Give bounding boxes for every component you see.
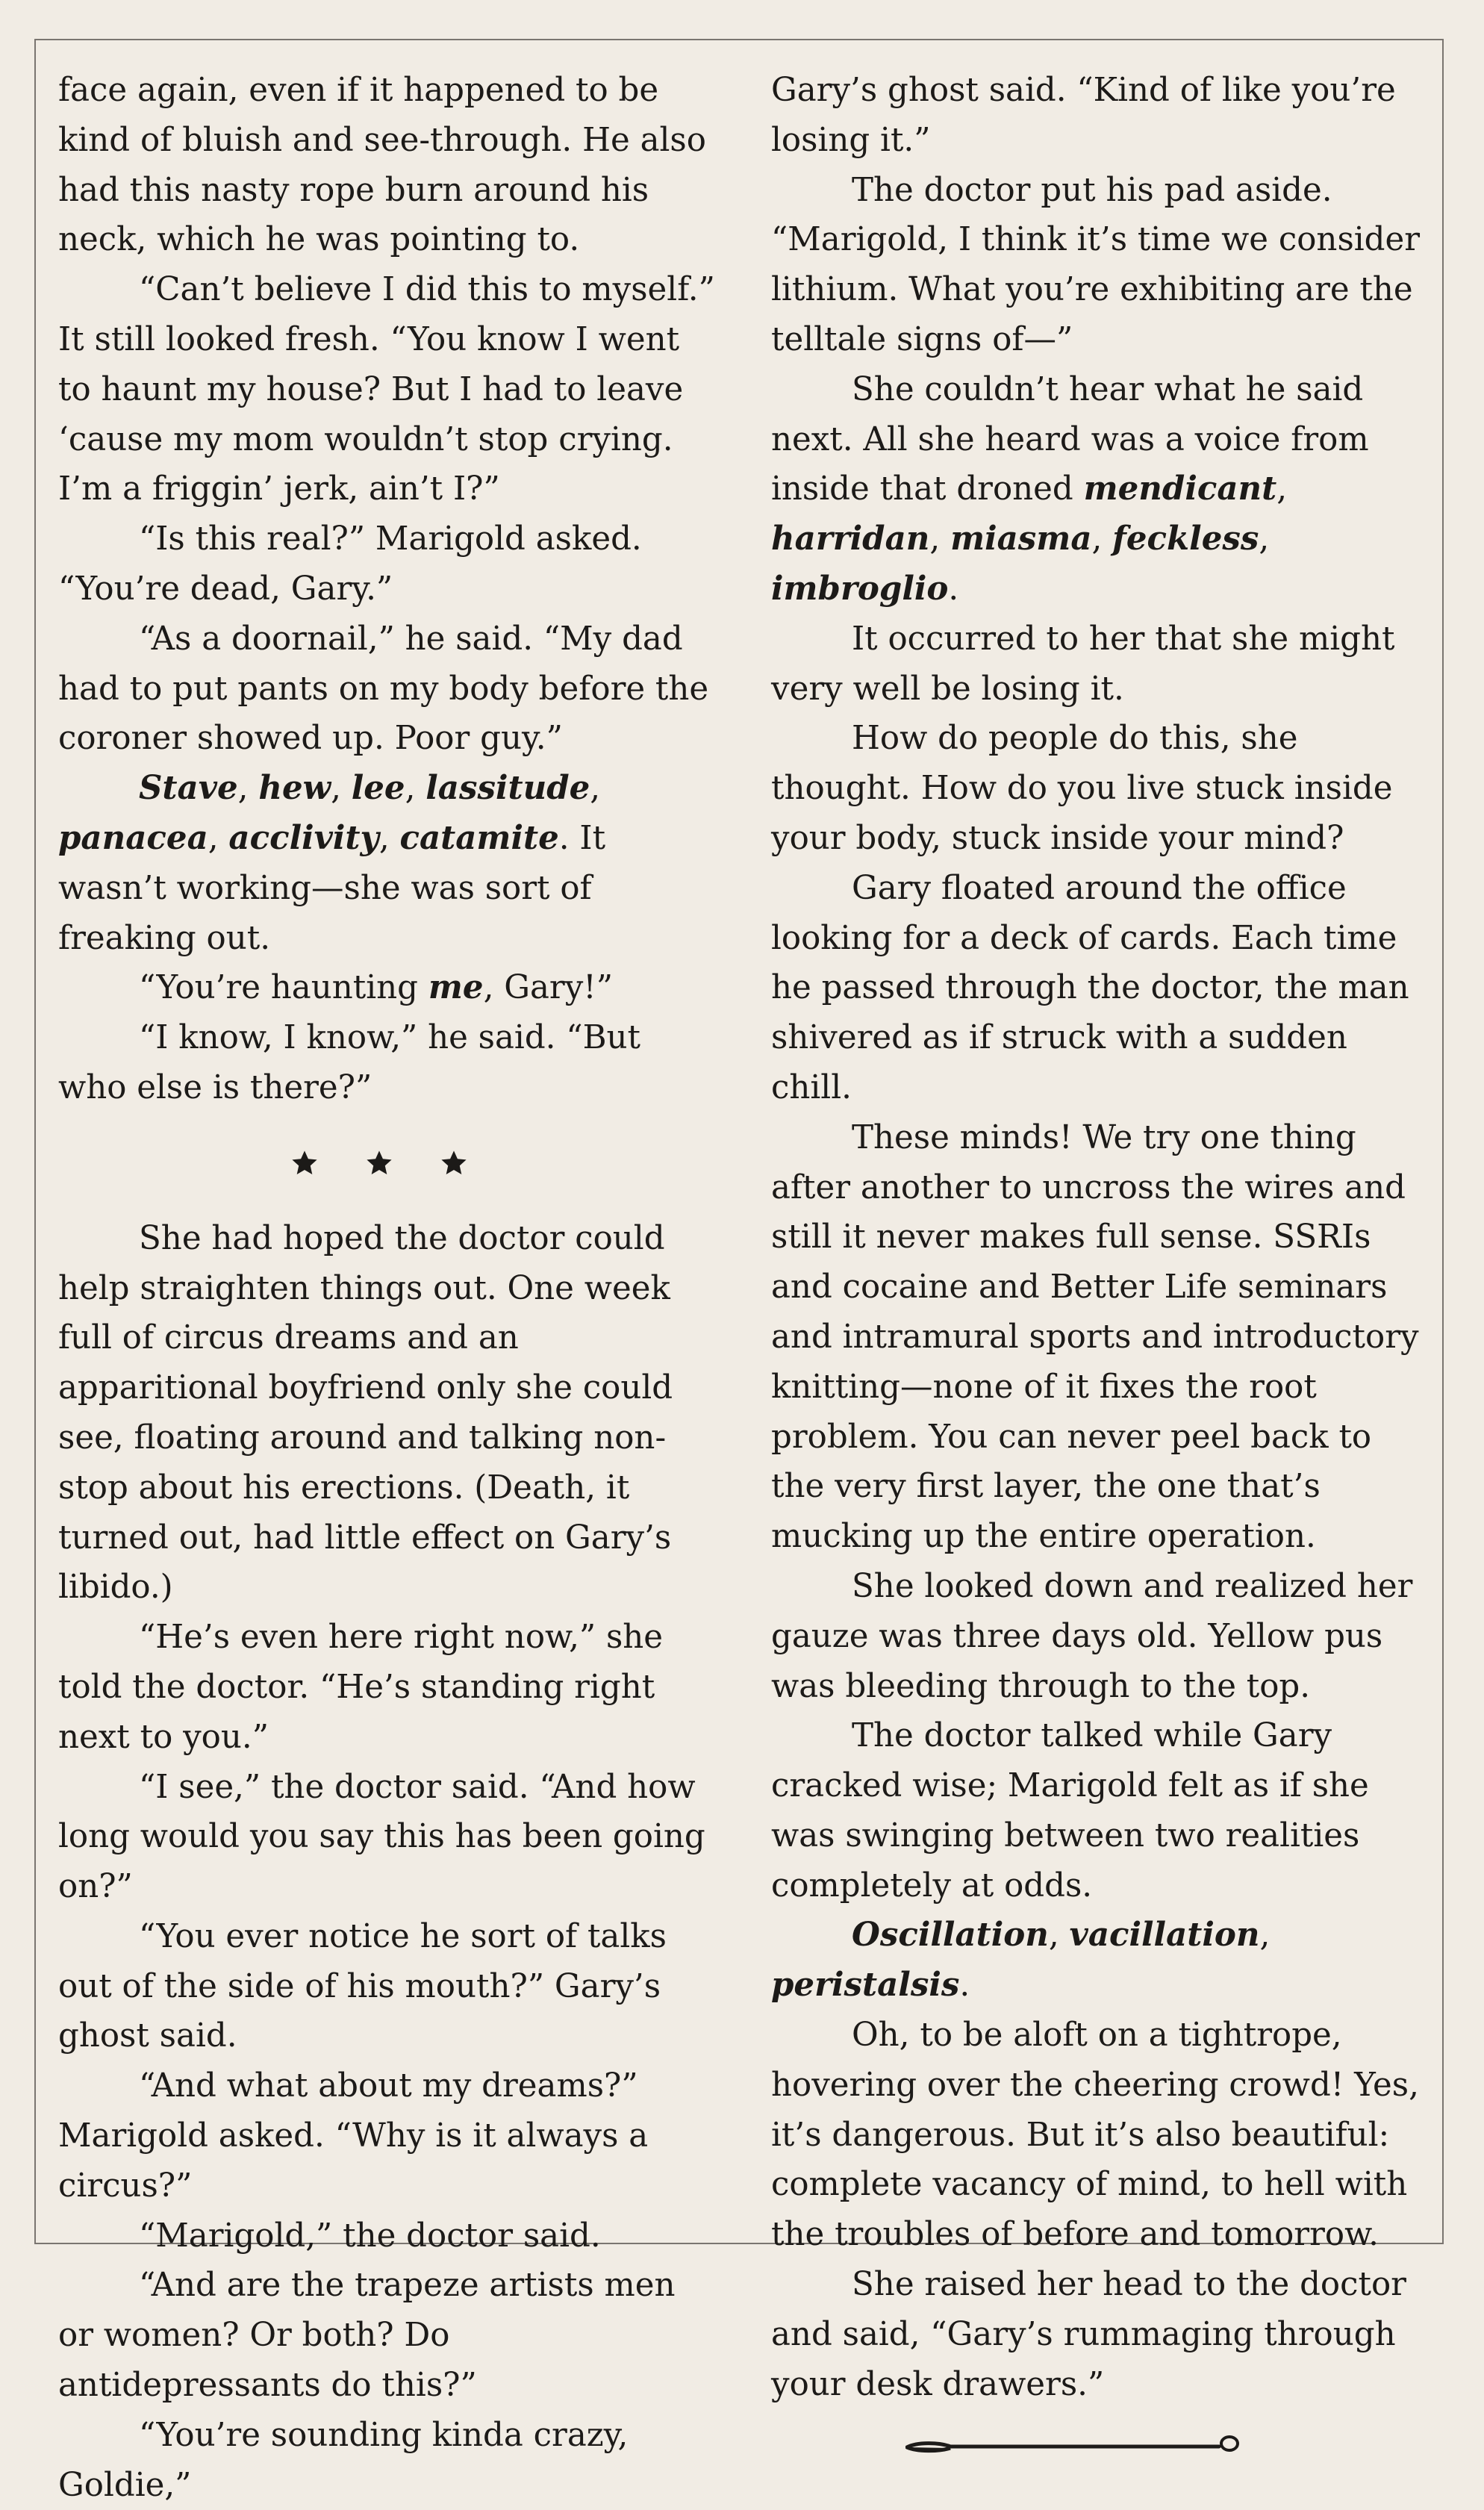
paragraph: She raised her head to the doctor and said, “Gary’s rummaging through your desk drawers.” [771,2266,1406,2403]
paragraph: These minds! We try one thing after another to uncross the wires and still it never makes full sense. SSRIs and cocaine and Better Life seminars and intramural sports and introductory knitting—none of it fixes the root problem. You can never peel back to the very first layer, the one that’s mucking up the entire operation. [771,1118,1419,1556]
paragraph: face again, even if it happened to be kind of bluish and see-through. He also had this nasty rope burn around his neck, which he was pointing to. [58,72,706,259]
star-icon [290,1149,319,1177]
emphasized-word: me [428,968,484,1007]
paragraph: “He’s even here right now,” she told the doctor. “He’s standing right next to you.” [58,1619,664,1756]
emphasized-word: Stave [139,769,238,808]
emphasized-word: Oscillation [852,1916,1049,1955]
emphasized-word: panacea [58,818,208,857]
emphasized-word: miasma [950,520,1092,558]
emphasized-word: imbroglio [771,569,949,608]
paragraph: Oh, to be aloft on a tightrope, hovering over the cheering crowd! Yes, it’s dangerous. But it’s also beautiful: complete vacancy of mind, to hell with the troubles of before and tomorrow. [771,2017,1419,2254]
paragraph: Gary floated around the office looking for a deck of cards. Each time he passed through the doctor, the man shivered as if struck with a sudden chill. [771,869,1409,1106]
paragraph: The doctor put his pad aside. “Marigold, I think it’s time we consider lithium. What you’re exhibiting are the telltale signs of—” [771,171,1421,358]
emphasized-word: acclivity [228,818,379,857]
star-icon [440,1149,468,1177]
paragraph: “As a doornail,” he said. “My dad had to put pants on my body before the coroner showed up. Poor guy.” [58,620,709,758]
emphasized-word: catamite [399,818,559,857]
paragraph: “You’re sounding kinda crazy, Goldie,” [58,2416,629,2504]
paragraph: “And are the trapeze artists men or women? Or both? Do antidepressants do this?” [58,2267,676,2405]
emphasized-word: lassitude [425,769,590,808]
tightrope-endmark-icon [905,2432,1249,2462]
paragraph: It occurred to her that she might very well be losing it. [771,620,1395,708]
paragraph: “Is this real?” Marigold asked. “You’re dead, Gary.” [58,520,642,608]
paragraph: Gary’s ghost said. “Kind of like you’re losing it.” [771,72,1396,159]
star-icon [365,1149,393,1177]
emphasized-word: peristalsis [771,1966,960,2005]
paragraph-word-list: She couldn’t hear what he said next. All she heard was a voice from inside that droned mendicant, harridan, miasma, feckless, imbroglio. [771,370,1369,608]
right-column [771,66,1428,2457]
emphasized-word: hew [258,769,331,808]
paragraph: She looked down and realized her gauze was three days old. Yellow pus was bleeding through to the top. [771,1567,1413,1705]
paragraph: The doctor talked while Gary cracked wise; Marigold felt as if she was swinging between two realities completely at odds. [771,1717,1369,1905]
paragraph: “I see,” the doctor said. “And how long would you say this has been going on?” [58,1768,705,1906]
paragraph: How do people do this, she thought. How do you live stuck inside your body, stuck inside your mind? [771,720,1393,857]
page-frame [34,39,1444,2504]
emphasized-word: vacillation [1069,1916,1260,1955]
emphasized-word: mendicant [1083,470,1277,508]
paragraph: “I know, I know,” he said. “But who else is there?” [58,1019,641,1106]
emphasized-word: harridan [771,520,930,558]
paragraph: “Marigold,” the doctor said. [139,2217,601,2255]
paragraph-word-list: Stave, hew, lee, lassitude, panacea, acclivity, catamite. It wasn’t working—she was sort of freaking out. [58,769,606,957]
paragraph: “And what about my dreams?” Marigold asked. “Why is it always a circus?” [58,2067,649,2205]
section-break [43,1113,715,1214]
emphasized-word: lee [351,769,405,808]
paragraph-word-list: Oscillation, vacillation, peristalsis. [771,1916,1271,2005]
paragraph: “Can’t believe I did this to myself.” It still looked fresh. “You know I went to haunt my house? But I had to leave ‘cause my mom wouldn’t stop crying. I’m a friggin’ jerk, ain’t I?” [58,271,715,508]
left-column [58,66,715,2510]
paragraph: “You ever notice he sort of talks out of the side of his mouth?” Gary’s ghost said. [58,1917,667,2055]
emphasized-word: feckless [1112,520,1259,558]
end-of-story-mark [905,2427,1428,2457]
paragraph: “You’re haunting me, Gary!” [139,968,614,1007]
paragraph: She had hoped the doctor could help straighten things out. One week full of circus dreams and an apparitional boyfriend only she could see, floating around and talking non-stop about his erections. (Death, it turned out, had little effect on Gary’s libido.) [58,1219,673,1607]
